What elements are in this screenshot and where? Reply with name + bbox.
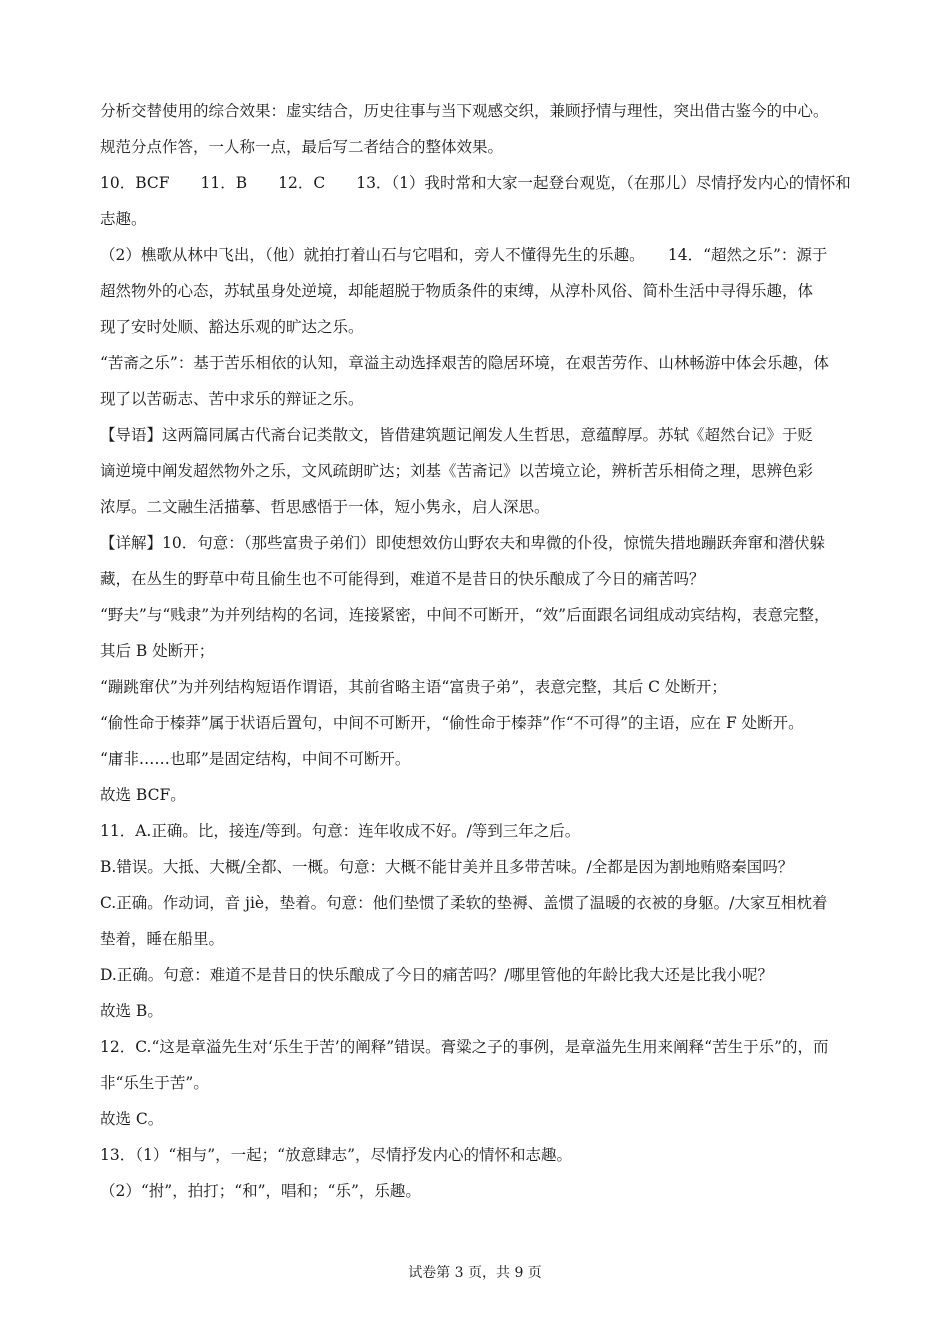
text-line: 现了安时处顺、豁达乐观的旷达之乐。 [100, 318, 364, 336]
text-line: “庸非……也耶”是固定结构，中间不可断开。 [100, 750, 411, 768]
text-line: 故选 C。 [100, 1110, 164, 1128]
text-line: （2）樵歌从林中飞出，（他）就拍打着山石与它唱和，旁人不懂得先生的乐趣。 14．“超然之乐”：源于 [100, 246, 828, 264]
text-line: 【详解】10．句意：（那些富贵子弟们）即使想效仿山野农夫和卑微的仆役，惊慌失措地蹦跃奔窜和潜伏躲 [100, 534, 825, 552]
text-line: 浓厚。二文融生活描摹、哲思感悟于一体，短小隽永，启人深思。 [100, 498, 550, 516]
text-line: 超然物外的心态，苏轼虽身处逆境，却能超脱于物质条件的束缚，从淳朴风俗、简朴生活中寻得乐趣，体 [100, 282, 814, 300]
answer-text-body [100, 93, 870, 1209]
text-line: 谪逆境中阐发超然物外之乐，文风疏朗旷达；刘基《苦斋记》以苦境立论，辨析苦乐相倚之理，思辨色彩 [100, 462, 814, 480]
text-line: 11．A.正确。比，接连/等到。句意：连年收成不好。/等到三年之后。 [100, 822, 581, 840]
text-line: “偷性命于榛莽”属于状语后置句，中间不可断开，“偷性命于榛莽”作“不可得”的主语，应在 F 处断开。 [100, 714, 804, 732]
text-line: 藏，在丛生的野草中苟且偷生也不可能得到，难道不是昔日的快乐酿成了今日的痛苦吗？ [100, 570, 705, 588]
text-line: 志趣。 [100, 210, 147, 228]
text-line: 【导语】这两篇同属古代斋台记类散文，皆借建筑题记阐发人生哲思，意蕴醇厚。苏轼《超然台记》于贬 [100, 426, 814, 444]
text-line: （2）“拊”，拍打；“和”，唱和；“乐”，乐趣。 [100, 1182, 421, 1200]
text-line: 12．C.“这是章溢先生对‘乐生于苦’的阐释”错误。膏粱之子的事例，是章溢先生用来阐释“苦生于乐”的，而 [100, 1038, 829, 1056]
text-line: 其后 B 处断开； [100, 642, 215, 660]
text-line: 10．BCF 11．B 12．C 13．（1）我时常和大家一起登台观览，（在那儿）尽情抒发内心的情怀和 [100, 174, 851, 192]
text-line: “蹦跳窜伏”为并列结构短语作谓语，其前省略主语“富贵子弟”，表意完整，其后 C 处断开； [100, 678, 727, 696]
text-line: 非“乐生于苦”。 [100, 1074, 209, 1092]
text-line: 垫着，睡在船里。 [100, 930, 225, 948]
text-line: 故选 B。 [100, 1002, 163, 1020]
text-line: 13．（1）“相与”，一起；“放意肆志”，尽情抒发内心的情怀和志趣。 [100, 1146, 573, 1164]
text-line: “苦斋之乐”：基于苦乐相依的认知，章溢主动选择艰苦的隐居环境，在艰苦劳作、山林畅游中体会乐趣，体 [100, 354, 829, 372]
text-line: D.正确。句意：难道不是昔日的快乐酿成了今日的痛苦吗？/哪里管他的年龄比我大还是比我小呢？ [100, 966, 774, 984]
text-line: B.错误。大抵、大概/全都、一概。句意：大概不能甘美并且多带苦味。/全都是因为割地贿赂秦国吗？ [100, 858, 794, 876]
text-line: 规范分点作答，一人称一点，最后写二者结合的整体效果。 [100, 138, 504, 156]
text-line: 故选 BCF。 [100, 786, 186, 804]
text-line: “野夫”与“贱隶”为并列结构的名词，连接紧密，中间不可断开，“效”后面跟名词组成动宾结构，表意完整， [100, 606, 830, 624]
page-footer: 试卷第 3 页，共 9 页 [408, 1265, 542, 1281]
text-line: 分析交替使用的综合效果：虚实结合，历史往事与当下观感交织，兼顾抒情与理性，突出借古鉴今的中心。 [100, 102, 829, 120]
text-line: 现了以苦砺志、苦中求乐的辩证之乐。 [100, 390, 364, 408]
text-line: C.正确。作动词，音 jiè，垫着。句意：他们垫惯了柔软的垫褥、盖惯了温暖的衣被的身躯。/大家互相枕着 [100, 894, 828, 912]
